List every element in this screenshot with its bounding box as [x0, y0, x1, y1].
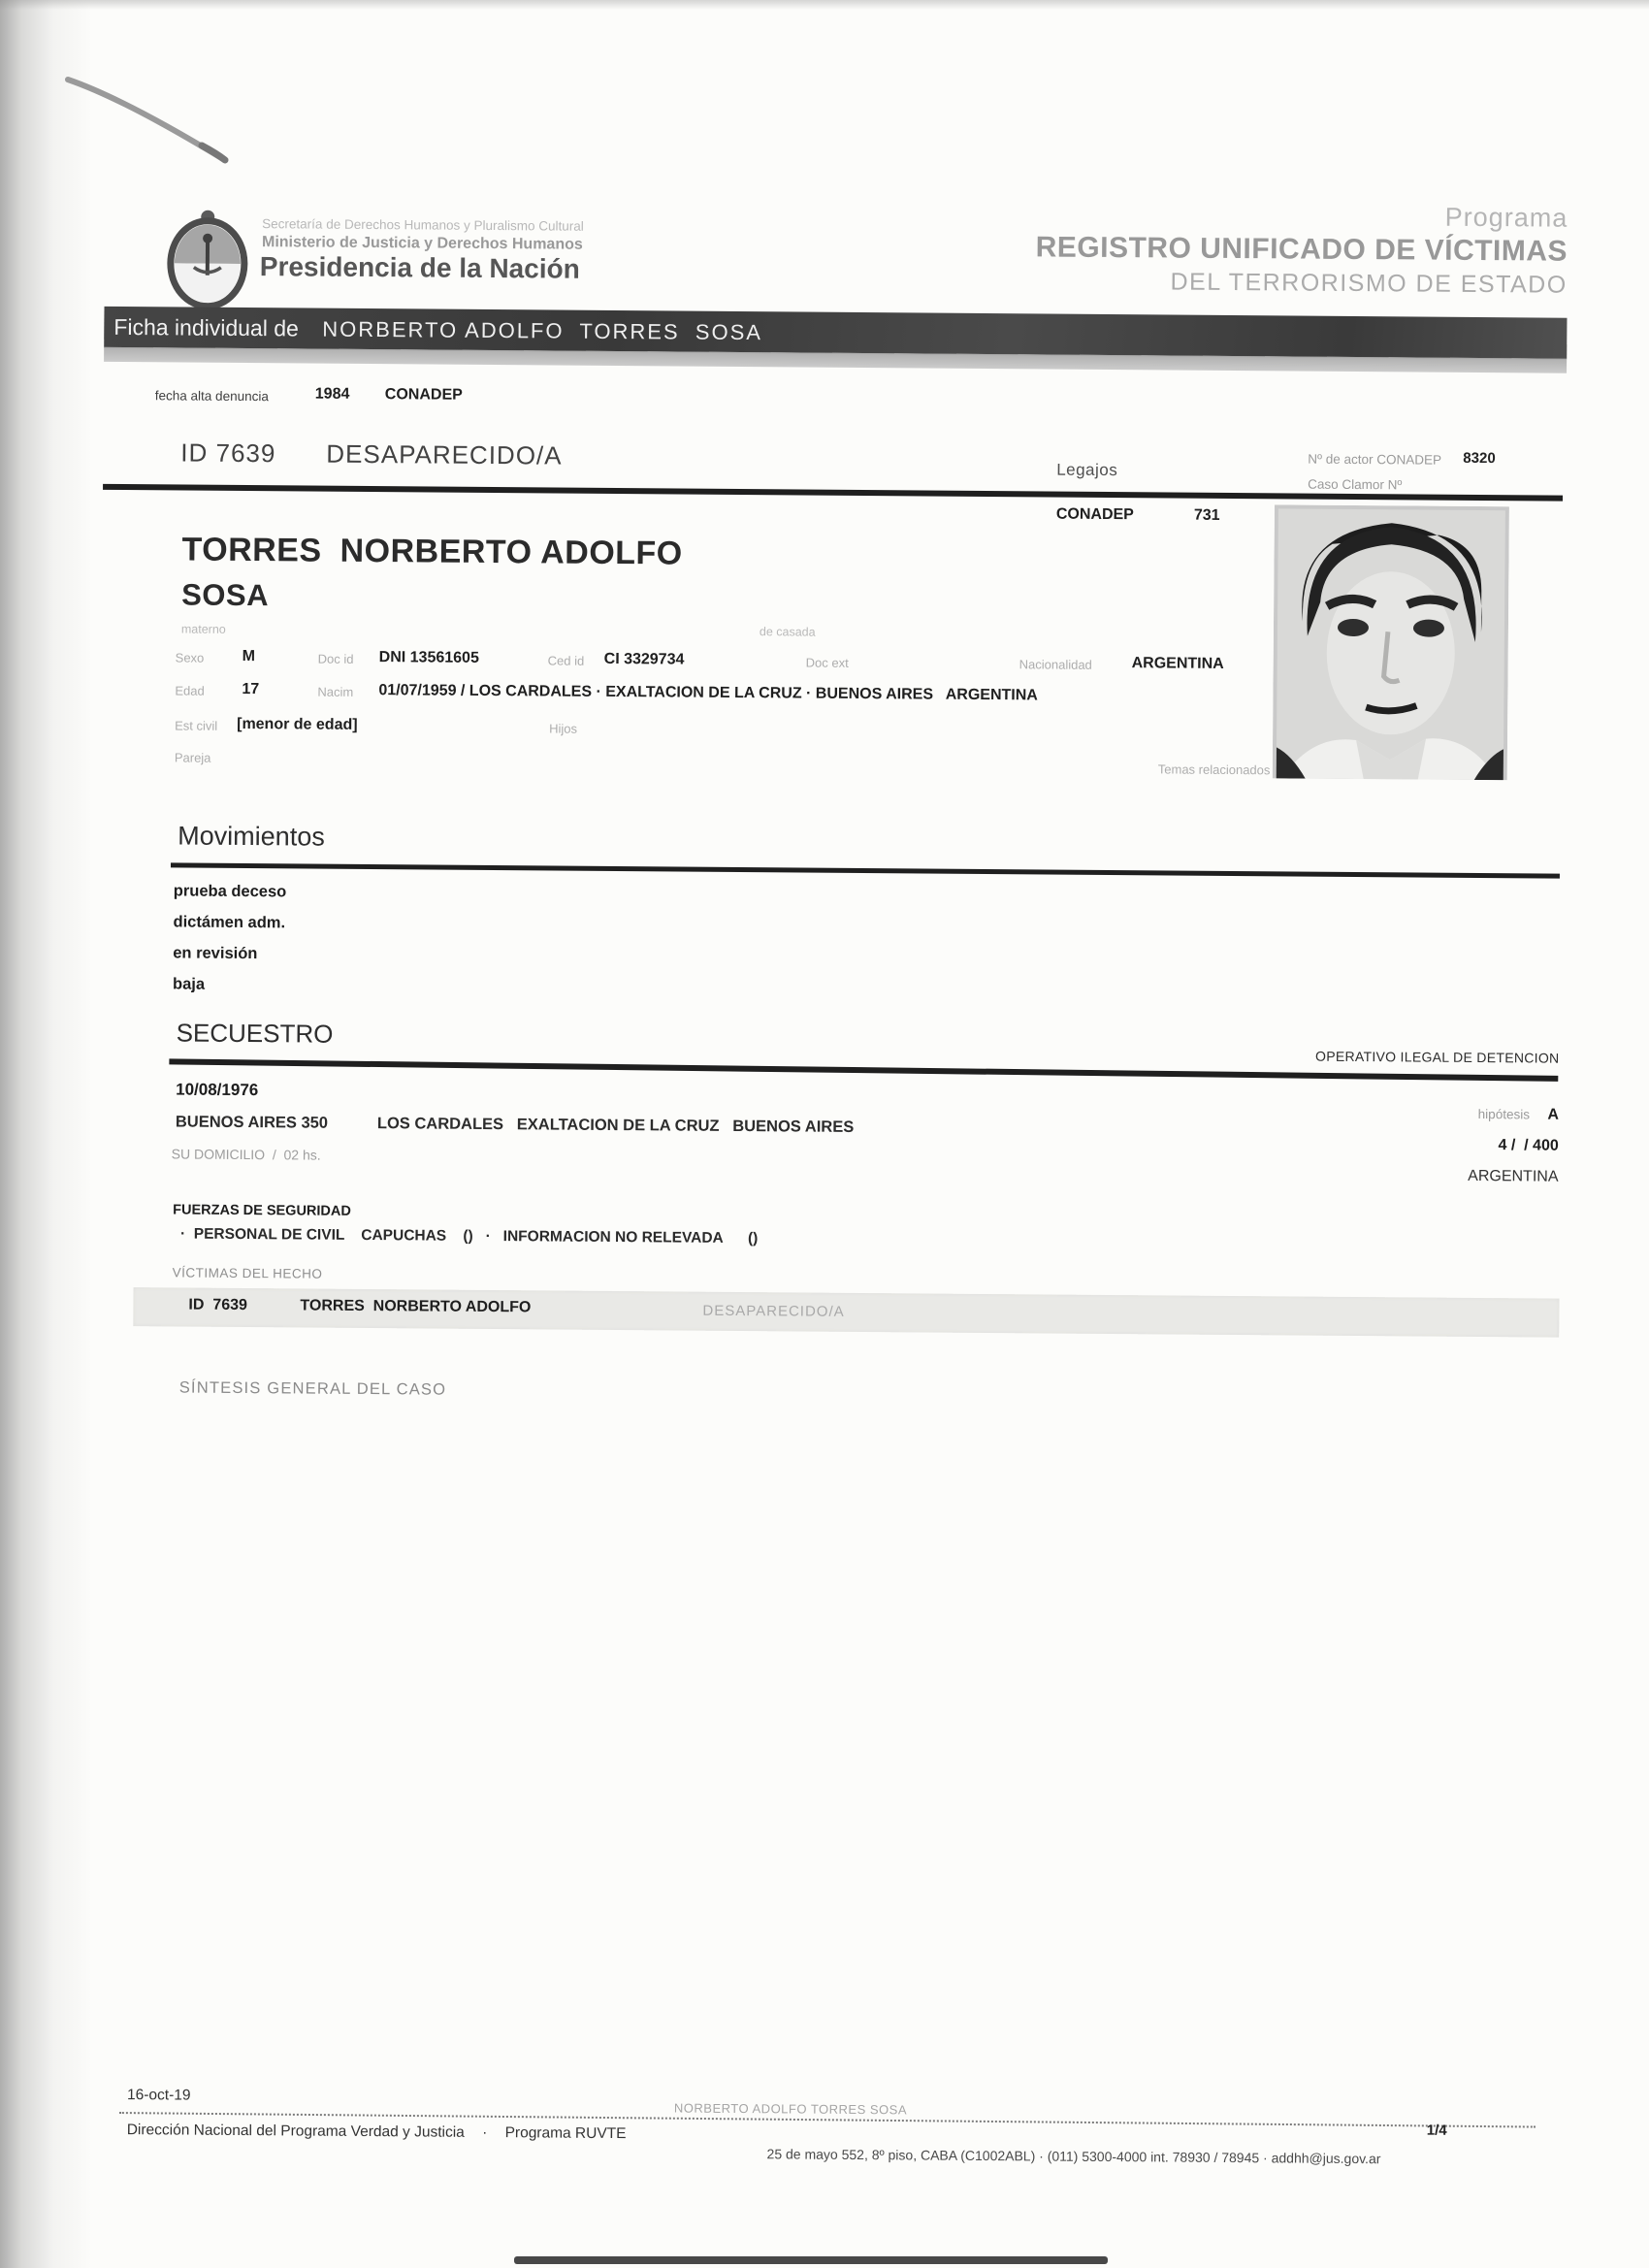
portrait-photo [1273, 504, 1509, 780]
cedid-label: Ced id [547, 653, 585, 668]
program-header [1035, 199, 1568, 299]
edad-value: 17 [242, 680, 260, 698]
nacim-label: Nacim [317, 684, 354, 699]
sexo-value: M [242, 647, 256, 665]
victim-row-name: TORRES NORBERTO ADOLFO [300, 1297, 532, 1316]
given-names: NORBERTO ADOLFO [340, 532, 683, 572]
hijos-label: Hijos [549, 721, 578, 736]
program-subtitle: DEL TERRORISMO DE ESTADO [1170, 268, 1568, 299]
secuestro-location: LOS CARDALES EXALTACION DE LA CRUZ BUENOS AIRES [376, 1115, 855, 1136]
operativo-label: OPERATIVO ILEGAL DE DETENCION [1315, 1048, 1560, 1066]
program-label: Programa [1444, 202, 1568, 233]
fuerzas-detail: · PERSONAL DE CIVIL CAPUCHAS () · INFORMACION NO RELEVADA () [179, 1225, 759, 1247]
ficha-name: NORBERTO ADOLFO TORRES SOSA [322, 316, 763, 345]
footer-contact: 25 de mayo 552, 8º piso, CABA (C1002ABL) · (011) 5300-4000 int. 78930 / 78945 · addhh@jus.gov.ar [766, 2146, 1381, 2167]
hipotesis-label: hipótesis [1477, 1107, 1531, 1122]
victim-id: ID 7639 [180, 437, 276, 469]
materno-label: materno [180, 622, 226, 636]
pen-mark [56, 66, 250, 173]
fecha-alta-year: 1984 [314, 385, 350, 403]
ministerio-line: Ministerio de Justicia y Derechos Humanos [261, 234, 583, 253]
sexo-label: Sexo [175, 650, 205, 665]
docid-value: DNI 13561605 [378, 649, 479, 666]
sintesis-label: SÍNTESIS GENERAL DEL CASO [178, 1378, 447, 1399]
footer-victim-name: NORBERTO ADOLFO TORRES SOSA [673, 2100, 908, 2118]
movimiento-item-1: prueba deceso [173, 882, 287, 901]
fuerzas-title: FUERZAS DE SEGURIDAD [173, 1202, 351, 1219]
movimientos-title: Movimientos [178, 821, 325, 852]
temas-label: Temas relacionados [1157, 761, 1271, 778]
hipotesis-group [1478, 1106, 1559, 1124]
legajo-org: CONADEP [1055, 505, 1134, 524]
actor-conadep-value: 8320 [1463, 449, 1496, 468]
fecha-alta-label: fecha alta denuncia [154, 388, 269, 405]
footer-office: Dirección Nacional del Programa Verdad y Justicia [126, 2122, 465, 2141]
estcivil-label: Est civil [175, 718, 218, 733]
maternal-surname: SOSA [181, 577, 270, 613]
nacionalidad-value: ARGENTINA [1131, 655, 1224, 672]
movimiento-item-3: en revisión [173, 944, 258, 963]
docext-label: Doc ext [805, 655, 849, 670]
victim-row-id: ID 7639 [188, 1296, 247, 1314]
secretaria-line: Secretaría de Derechos Humanos y Pluralismo Cultural [262, 216, 584, 234]
legajos-label: Legajos [1056, 460, 1118, 480]
ficha-prefix: Ficha individual de [113, 313, 299, 341]
footer-office-line [127, 2122, 627, 2143]
hipotesis-value: A [1547, 1106, 1560, 1123]
surname: TORRES [181, 531, 322, 569]
case-code: 4 / / 400 [1498, 1137, 1559, 1154]
secuestro-country: ARGENTINA [1468, 1167, 1559, 1185]
footer-separator: · [482, 2123, 488, 2142]
caso-clamor-label: Caso Clamor Nº [1308, 476, 1403, 493]
victimas-hecho-label: VÍCTIMAS DEL HECHO [172, 1265, 323, 1281]
actor-conadep-label: Nº de actor CONADEP [1308, 451, 1442, 468]
pareja-label: Pareja [174, 750, 211, 765]
nacim-value: 01/07/1959 / LOS CARDALES · EXALTACION DE LA CRUZ · BUENOS AIRES ARGENTINA [378, 682, 1038, 704]
victim-status: DESAPARECIDO/A [326, 438, 563, 470]
edad-label: Edad [175, 683, 205, 698]
victim-row-status: DESAPARECIDO/A [702, 1302, 845, 1320]
fecha-alta-org: CONADEP [384, 386, 463, 404]
divider-movimientos [171, 862, 1560, 878]
movimiento-item-4: baja [172, 975, 206, 993]
estcivil-value: [menor de edad] [237, 715, 358, 733]
nacionalidad-label: Nacionalidad [1018, 657, 1092, 672]
secuestro-place-detail: SU DOMICILIO / 02 hs. [171, 1146, 321, 1163]
footer-program: Programa RUVTE [504, 2124, 627, 2143]
secuestro-address: BUENOS AIRES 350 [175, 1113, 329, 1132]
secuestro-title: SECUESTRO [176, 1018, 334, 1049]
de-casada-label: de casada [759, 625, 816, 639]
presidencia-line: Presidencia de la Nación [259, 251, 580, 284]
footer-page: 1/4 [1426, 2122, 1447, 2139]
footer-date: 16-oct-19 [126, 2087, 191, 2104]
legajo-number: 731 [1193, 506, 1220, 524]
docid-label: Doc id [317, 651, 354, 666]
coat-of-arms-logo [165, 207, 251, 308]
secuestro-date: 10/08/1976 [176, 1080, 259, 1100]
cedid-value: CI 3329734 [603, 650, 685, 668]
scan-bottom-artifact [514, 2256, 1108, 2264]
program-title: REGISTRO UNIFICADO DE VÍCTIMAS [1035, 231, 1568, 268]
movimiento-item-2: dictámen adm. [173, 913, 286, 932]
